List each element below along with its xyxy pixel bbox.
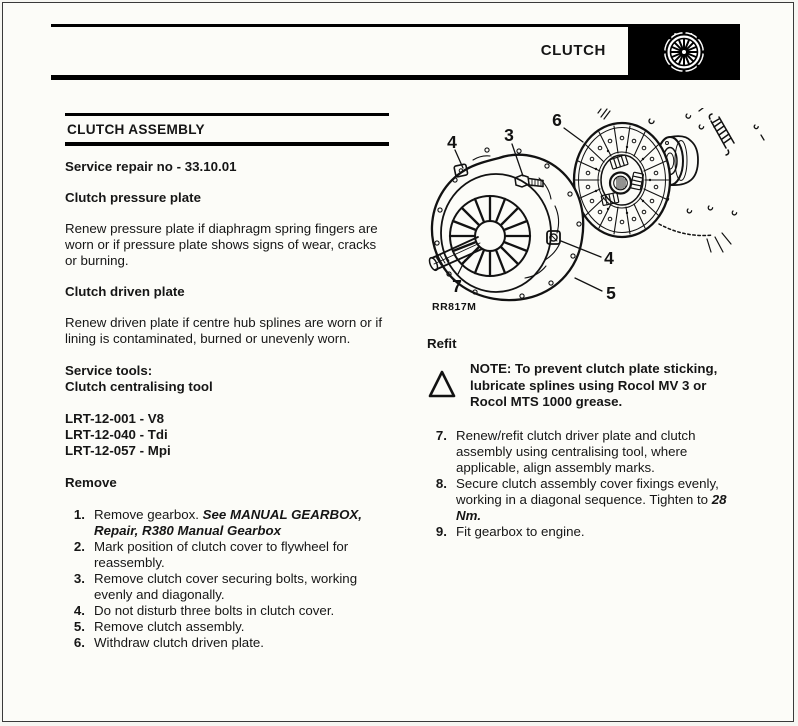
page-header (51, 24, 740, 80)
remove-step-3: 3. Remove clutch cover securing bolts, working evenly and diagonally. (65, 571, 389, 603)
tool-numbers-block (65, 411, 389, 459)
callout-5: 5 (606, 283, 616, 303)
service-repair-no: Service repair no - 33.10.01 (65, 159, 237, 174)
pressure-plate-heading: Clutch pressure plate (65, 190, 201, 205)
right-column (427, 108, 773, 540)
callout-4-right: 4 (604, 248, 614, 268)
warning-triangle-icon (427, 368, 457, 411)
refit-step-8: 8. Secure clutch assembly cover fixings evenly, working in a diagonal sequence. Tighten to 28 Nm. (435, 475, 727, 523)
callout-7: 7 (452, 276, 462, 296)
tool-number: LRT-12-040 - Tdi (65, 427, 168, 442)
remove-step-1: 1. Remove gearbox. See MANUAL GEARBOX, Repair, R380 Manual Gearbox (73, 507, 362, 538)
refit-step-9: 9. Fit gearbox to engine. (427, 524, 773, 540)
left-column (65, 113, 389, 651)
service-tools-name: Clutch centralising tool (65, 379, 213, 394)
pressure-plate-body: Renew pressure plate if diaphragm spring fingers are worn or if pressure plate shows signs of wear, cracks or burning. (65, 221, 378, 268)
section-heading: CLUTCH ASSEMBLY (65, 113, 389, 146)
tool-number: LRT-12-001 - V8 (65, 411, 165, 426)
service-tools-label: Service tools: (65, 363, 153, 378)
step-text: Secure clutch assembly cover fixings evenly, working in a diagonal sequence. Tighten to (456, 475, 719, 507)
refit-steps (427, 428, 773, 540)
remove-step-4: 4. Do not disturb three bolts in clutch cover. (65, 603, 389, 619)
step-text: Remove clutch assembly. (94, 619, 245, 634)
callout-4-top: 4 (447, 132, 457, 152)
remove-step-5: 5. Remove clutch assembly. (65, 619, 389, 635)
driven-plate-heading: Clutch driven plate (65, 284, 185, 299)
tool-number: LRT-12-057 - Mpi (65, 443, 171, 458)
manual-page (2, 2, 794, 722)
callout-3: 3 (504, 125, 514, 145)
note-text: NOTE: To prevent clutch plate sticking, lubricate splines using Rocol MV 3 or Rocol MTS 1000 grease. (470, 361, 718, 409)
refit-step-7: 7. Renew/refit clutch driver plate and clutch assembly using centralising tool, where applicable, align assembly marks. (427, 428, 773, 476)
remove-heading: Remove (65, 475, 117, 490)
remove-step-6: 6. Withdraw clutch driven plate. (65, 635, 389, 651)
section-badge (628, 24, 740, 80)
step-text: Remove clutch cover securing bolts, working evenly and diagonally. (94, 571, 358, 602)
step-text: Withdraw clutch driven plate. (94, 635, 264, 650)
callout-6: 6 (552, 110, 562, 130)
torque-value: 28 Nm. (456, 491, 727, 523)
remove-step-2: 2. Mark position of clutch cover to flywheel for reassembly. (65, 539, 389, 571)
remove-steps (65, 507, 389, 651)
service-tools-block (65, 363, 389, 395)
step-text: Remove gearbox. (94, 507, 203, 522)
figure-code: RR817M (432, 301, 477, 313)
step-text: Mark position of clutch cover to flywheel for reassembly. (94, 539, 349, 570)
clutch-exploded-diagram (427, 108, 773, 313)
driven-plate-body: Renew driven plate if centre hub splines are worn or if lining is contaminated, burned or unevenly worn. (65, 315, 383, 346)
step-text: Renew/refit clutch driver plate and clutch assembly using centralising tool, where applicable, align assembly marks. (456, 427, 696, 475)
step-text: Fit gearbox to engine. (456, 523, 585, 539)
step-text: Do not disturb three bolts in clutch cover. (94, 603, 335, 618)
clutch-plate-icon (659, 27, 709, 77)
page-title: CLUTCH (540, 41, 606, 59)
cross-reference: See MANUAL GEARBOX, Repair, R380 Manual Gearbox (94, 507, 362, 538)
note-block (427, 361, 773, 411)
refit-heading: Refit (427, 336, 457, 351)
